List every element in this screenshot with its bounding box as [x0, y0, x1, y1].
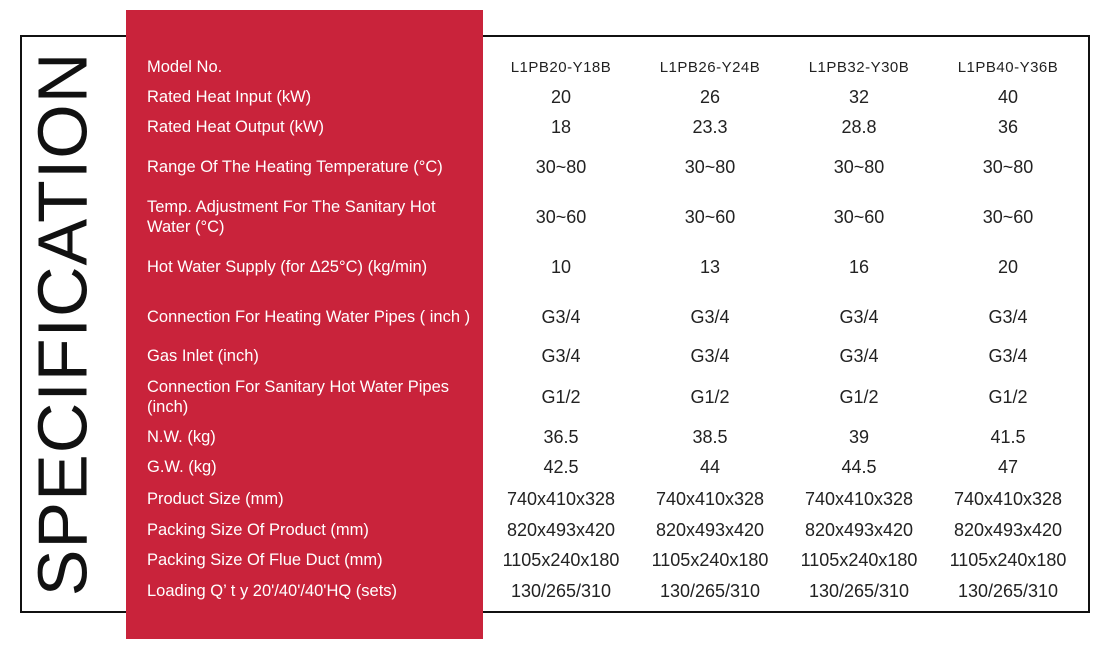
table-row — [0, 115, 1107, 139]
row-label: Range Of The Heating Temperature (°C) — [147, 158, 443, 176]
value-cell: 20 — [997, 256, 1019, 277]
row-label: Connection For Heating Water Pipes ( inch ) — [147, 308, 471, 326]
value-cell: 1105x240x180 — [800, 549, 918, 570]
value-cell: 28.8 — [841, 116, 877, 137]
value-cell: G3/4 — [690, 345, 730, 366]
row-label: Temp. Adjustment For The Sanitary Hot Water (°C) — [147, 198, 436, 236]
value-cell: 36.5 — [543, 426, 579, 447]
value-cell: 1105x240x180 — [651, 549, 769, 570]
value-cell: G3/4 — [839, 345, 879, 366]
value-cell: 10 — [550, 256, 572, 277]
value-cell: 130/265/310 — [808, 580, 910, 601]
table-row — [0, 296, 1107, 338]
value-cell: 820x493x420 — [506, 519, 616, 540]
value-cell: 1105x240x180 — [502, 549, 620, 570]
value-cell: 26 — [699, 86, 721, 107]
value-cell: 820x493x420 — [804, 519, 914, 540]
row-label: Hot Water Supply (for Δ25°C) (kg/min) — [147, 258, 428, 276]
value-cell: 30~60 — [684, 206, 736, 227]
value-cell: G3/4 — [988, 306, 1028, 327]
value-cell: 1105x240x180 — [949, 549, 1067, 570]
value-cell: 23.3 — [692, 116, 728, 137]
table-row — [0, 196, 1107, 238]
table-row — [0, 246, 1107, 288]
value-cell: 820x493x420 — [655, 519, 765, 540]
value-cell: 44 — [699, 456, 721, 477]
value-cell: G3/4 — [690, 306, 730, 327]
value-cell: 130/265/310 — [510, 580, 612, 601]
row-label: Connection For Sanitary Hot Water Pipes (inch) — [147, 378, 450, 416]
model-cell: L1PB32-Y30B — [808, 58, 910, 76]
table-row — [0, 85, 1107, 109]
value-cell: 42.5 — [543, 456, 579, 477]
table-row — [0, 455, 1107, 479]
page-title: SPECIFICATION — [23, 51, 102, 597]
value-cell: G1/2 — [541, 386, 581, 407]
row-label: N.W. (kg) — [147, 428, 216, 446]
table-row — [0, 487, 1107, 511]
value-cell: 30~80 — [833, 156, 885, 177]
value-cell: 16 — [848, 256, 870, 277]
value-cell: 39 — [848, 426, 870, 447]
value-cell: 30~80 — [684, 156, 736, 177]
value-cell: 30~80 — [982, 156, 1034, 177]
row-label: Packing Size Of Product (mm) — [147, 521, 369, 539]
table-row — [0, 579, 1107, 603]
value-cell: G3/4 — [541, 345, 581, 366]
row-label: Packing Size Of Flue Duct (mm) — [147, 551, 383, 569]
value-cell: 32 — [848, 86, 870, 107]
value-cell: G3/4 — [839, 306, 879, 327]
value-cell: 36 — [997, 116, 1019, 137]
row-label: Loading Q’ t y 20'/40'/40'HQ (sets) — [147, 582, 398, 600]
model-cell: L1PB40-Y36B — [957, 58, 1059, 76]
header-row — [0, 55, 1107, 79]
value-cell: 44.5 — [841, 456, 877, 477]
value-cell: 20 — [550, 86, 572, 107]
value-cell: 30~60 — [982, 206, 1034, 227]
table-row — [0, 425, 1107, 449]
model-cell: L1PB20-Y18B — [510, 58, 612, 76]
value-cell: 740x410x328 — [506, 488, 616, 509]
value-cell: 30~60 — [535, 206, 587, 227]
value-cell: G3/4 — [541, 306, 581, 327]
value-cell: 18 — [550, 116, 572, 137]
table-row — [0, 376, 1107, 418]
value-cell: 30~60 — [833, 206, 885, 227]
value-cell: 40 — [997, 86, 1019, 107]
table-row — [0, 344, 1107, 368]
model-cell: L1PB26-Y24B — [659, 58, 761, 76]
value-cell: 130/265/310 — [957, 580, 1059, 601]
value-cell: 820x493x420 — [953, 519, 1063, 540]
value-cell: 740x410x328 — [804, 488, 914, 509]
value-cell: 47 — [997, 456, 1019, 477]
table-row — [0, 146, 1107, 188]
row-label: Gas Inlet (inch) — [147, 347, 259, 365]
row-label: Rated Heat Input (kW) — [147, 88, 312, 106]
row-label: Rated Heat Output (kW) — [147, 118, 324, 136]
value-cell: 740x410x328 — [655, 488, 765, 509]
table-row — [0, 548, 1107, 572]
row-label: G.W. (kg) — [147, 458, 217, 476]
value-cell: 740x410x328 — [953, 488, 1063, 509]
value-cell: G3/4 — [988, 345, 1028, 366]
header-label: Model No. — [147, 58, 223, 76]
value-cell: 41.5 — [990, 426, 1026, 447]
value-cell: G1/2 — [839, 386, 879, 407]
value-cell: G1/2 — [988, 386, 1028, 407]
row-label: Product Size (mm) — [147, 490, 284, 508]
value-cell: 38.5 — [692, 426, 728, 447]
value-cell: 130/265/310 — [659, 580, 761, 601]
value-cell: 13 — [699, 256, 721, 277]
value-cell: 30~80 — [535, 156, 587, 177]
table-row — [0, 518, 1107, 542]
value-cell: G1/2 — [690, 386, 730, 407]
